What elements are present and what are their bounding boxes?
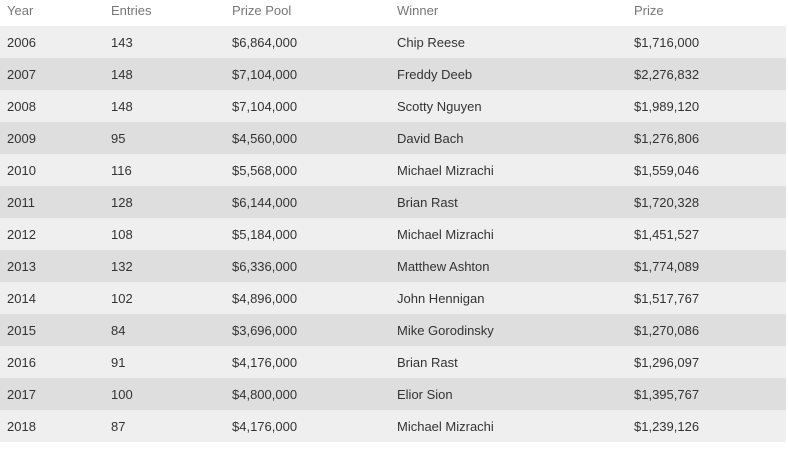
prize-pool-cell: $5,568,000 xyxy=(225,154,390,186)
prize-pool-cell: $7,104,000 xyxy=(225,58,390,90)
winner-cell: Mike Gorodinsky xyxy=(390,314,627,346)
year-cell: 2016 xyxy=(0,346,104,378)
entries-cell: 128 xyxy=(104,186,225,218)
prize-pool-cell: $4,560,000 xyxy=(225,122,390,154)
winner-cell: Brian Rast xyxy=(390,186,627,218)
year-cell: 2015 xyxy=(0,314,104,346)
prize-pool-cell: $4,176,000 xyxy=(225,410,390,442)
winner-cell: Michael Mizrachi xyxy=(390,218,627,250)
year-cell: 2008 xyxy=(0,90,104,122)
table-row xyxy=(0,186,786,218)
prize-cell: $1,239,126 xyxy=(627,410,786,442)
prize-cell: $1,720,328 xyxy=(627,186,786,218)
table-row xyxy=(0,90,786,122)
column-header-winner: Winner xyxy=(390,0,627,26)
year-cell: 2010 xyxy=(0,154,104,186)
winner-cell: Brian Rast xyxy=(390,346,627,378)
prize-pool-cell: $6,864,000 xyxy=(225,26,390,58)
prize-cell: $1,989,120 xyxy=(627,90,786,122)
table-row xyxy=(0,378,786,410)
column-header-prize: Prize xyxy=(627,0,786,26)
prize-cell: $1,451,527 xyxy=(627,218,786,250)
prize-cell: $1,517,767 xyxy=(627,282,786,314)
entries-cell: 143 xyxy=(104,26,225,58)
table-row xyxy=(0,410,786,442)
column-header-prize-pool: Prize Pool xyxy=(225,0,390,26)
winner-cell: John Hennigan xyxy=(390,282,627,314)
table-row xyxy=(0,154,786,186)
table-row xyxy=(0,250,786,282)
entries-cell: 148 xyxy=(104,90,225,122)
prize-pool-cell: $4,896,000 xyxy=(225,282,390,314)
entries-cell: 132 xyxy=(104,250,225,282)
table-row xyxy=(0,218,786,250)
entries-cell: 95 xyxy=(104,122,225,154)
table-row xyxy=(0,314,786,346)
winner-cell: Matthew Ashton xyxy=(390,250,627,282)
table-body xyxy=(0,26,786,442)
year-cell: 2012 xyxy=(0,218,104,250)
winner-cell: Scotty Nguyen xyxy=(390,90,627,122)
prize-pool-cell: $6,336,000 xyxy=(225,250,390,282)
entries-cell: 87 xyxy=(104,410,225,442)
prize-pool-cell: $6,144,000 xyxy=(225,186,390,218)
prize-cell: $2,276,832 xyxy=(627,58,786,90)
winner-cell: Elior Sion xyxy=(390,378,627,410)
winner-cell: Chip Reese xyxy=(390,26,627,58)
year-cell: 2017 xyxy=(0,378,104,410)
prize-pool-cell: $3,696,000 xyxy=(225,314,390,346)
header-row xyxy=(0,0,786,26)
column-header-entries: Entries xyxy=(104,0,225,26)
table-row xyxy=(0,282,786,314)
entries-cell: 100 xyxy=(104,378,225,410)
entries-cell: 102 xyxy=(104,282,225,314)
entries-cell: 148 xyxy=(104,58,225,90)
column-header-year: Year xyxy=(0,0,104,26)
prize-cell: $1,296,097 xyxy=(627,346,786,378)
entries-cell: 91 xyxy=(104,346,225,378)
prize-cell: $1,276,806 xyxy=(627,122,786,154)
entries-cell: 84 xyxy=(104,314,225,346)
prize-pool-cell: $5,184,000 xyxy=(225,218,390,250)
prize-cell: $1,270,086 xyxy=(627,314,786,346)
prize-pool-cell: $7,104,000 xyxy=(225,90,390,122)
prize-cell: $1,716,000 xyxy=(627,26,786,58)
year-cell: 2007 xyxy=(0,58,104,90)
table-row xyxy=(0,122,786,154)
table-row xyxy=(0,26,786,58)
winner-cell: Michael Mizrachi xyxy=(390,410,627,442)
year-cell: 2014 xyxy=(0,282,104,314)
table-row xyxy=(0,58,786,90)
winner-cell: Michael Mizrachi xyxy=(390,154,627,186)
year-cell: 2013 xyxy=(0,250,104,282)
year-cell: 2009 xyxy=(0,122,104,154)
prize-cell: $1,395,767 xyxy=(627,378,786,410)
year-cell: 2006 xyxy=(0,26,104,58)
entries-cell: 116 xyxy=(104,154,225,186)
winner-cell: Freddy Deeb xyxy=(390,58,627,90)
table-header xyxy=(0,0,786,26)
year-cell: 2011 xyxy=(0,186,104,218)
winner-cell: David Bach xyxy=(390,122,627,154)
table-row xyxy=(0,346,786,378)
prize-cell: $1,774,089 xyxy=(627,250,786,282)
prize-cell: $1,559,046 xyxy=(627,154,786,186)
prize-pool-cell: $4,800,000 xyxy=(225,378,390,410)
prize-pool-cell: $4,176,000 xyxy=(225,346,390,378)
year-cell: 2018 xyxy=(0,410,104,442)
entries-cell: 108 xyxy=(104,218,225,250)
